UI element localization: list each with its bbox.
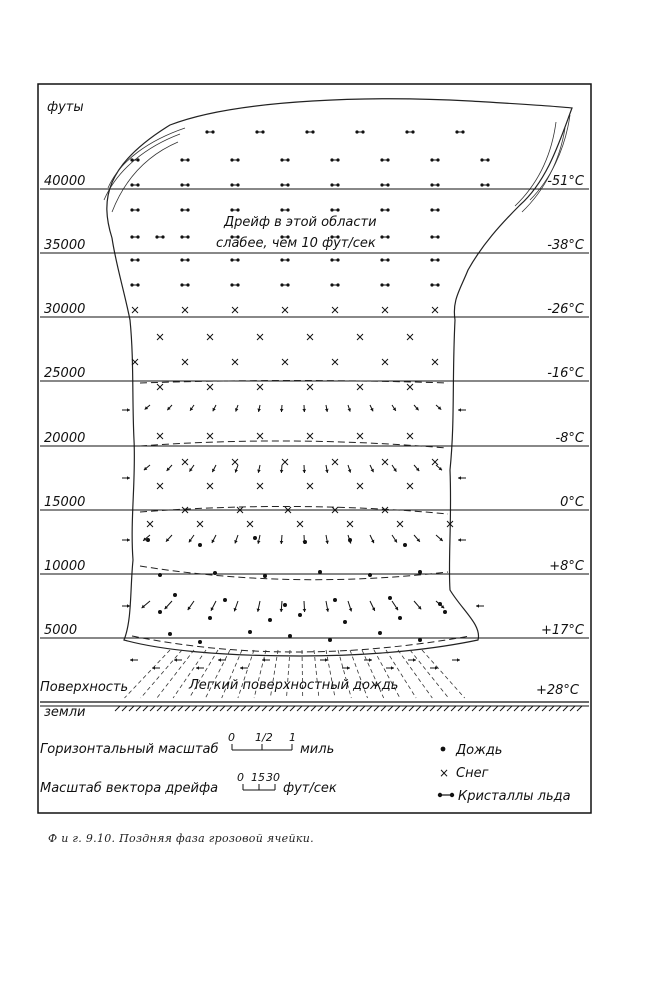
ice-crystal-symbol — [280, 208, 289, 211]
horizontal-tick-1: 1 — [289, 731, 296, 744]
ice-crystal-symbol — [230, 208, 239, 211]
particle-field — [130, 130, 489, 644]
drift-vector — [218, 658, 226, 662]
ice-crystal-symbol — [230, 258, 239, 261]
snow-symbol — [347, 521, 353, 527]
drift-vector — [188, 601, 194, 610]
surface-label-line2: земли — [44, 705, 86, 720]
ice-crystal-symbol — [330, 208, 339, 211]
snow-symbol — [232, 459, 238, 465]
altitude-label: 15000 — [44, 495, 86, 510]
drift-vector — [364, 658, 372, 662]
ice-crystal-symbol — [130, 235, 139, 238]
drift-vector — [326, 601, 330, 612]
ice-crystal-symbol — [330, 258, 339, 261]
altitude-label: 5000 — [44, 623, 78, 638]
snow-symbol — [407, 384, 413, 390]
ice-crystal-symbol — [130, 208, 139, 211]
snow-symbol — [357, 483, 363, 489]
snow-symbol — [282, 307, 288, 313]
ice-crystal-symbol — [430, 208, 439, 211]
altitude-lines — [40, 189, 589, 638]
drift-vector — [458, 408, 466, 412]
surface-label-line1: Поверхность — [40, 680, 129, 695]
drift-vector — [348, 405, 351, 412]
drift-vector — [234, 535, 238, 543]
drift-vector — [122, 476, 130, 480]
snow-symbol — [357, 334, 363, 340]
ice-crystal-symbol — [330, 158, 339, 161]
snow-symbol — [407, 483, 413, 489]
drift-vector — [386, 666, 394, 670]
ice-crystal-symbol — [155, 235, 164, 238]
ice-crystal-symbol — [480, 183, 489, 186]
drift-vector — [257, 465, 261, 473]
altitude-label: 20000 — [44, 431, 86, 446]
rain-symbol — [378, 631, 382, 635]
rain-symbol — [173, 593, 177, 597]
ice-crystal-symbol — [280, 283, 289, 286]
ice-crystal-symbol — [230, 158, 239, 161]
snow-symbol — [307, 334, 313, 340]
figure-caption: Ф и г. 9.10. Поздняя фаза грозовой ячейки. — [48, 832, 314, 845]
ice-crystal-symbol — [380, 235, 389, 238]
ice-crystal-symbol — [130, 158, 139, 161]
drift-note-line1: Дрейф в этой области — [224, 215, 377, 230]
drift-vector — [436, 465, 442, 470]
dashed-boundaries — [132, 381, 470, 653]
rain-dot-icon — [441, 747, 446, 752]
drift-vector — [280, 535, 284, 544]
altitude-label: 35000 — [44, 238, 86, 253]
drift-vector — [257, 405, 261, 412]
ice-crystal-symbol — [380, 208, 389, 211]
snow-symbol — [407, 334, 413, 340]
drift-vector — [280, 405, 284, 412]
snow-symbol — [182, 459, 188, 465]
snow-symbol — [382, 359, 388, 365]
temperature-labels — [541, 174, 585, 638]
drift-vector — [436, 405, 441, 410]
snow-symbol — [257, 483, 263, 489]
drift-vector — [257, 601, 261, 612]
drift-vector — [122, 538, 130, 542]
drift-vector — [408, 658, 416, 662]
altitude-label: 30000 — [44, 302, 86, 317]
rain-symbol — [333, 598, 337, 602]
rain-symbol — [198, 543, 202, 547]
ice-crystal-symbol — [455, 130, 464, 133]
ice-crystal-symbol — [230, 283, 239, 286]
drift-vector — [392, 465, 396, 472]
snow-symbol — [132, 307, 138, 313]
ice-crystal-symbol — [280, 258, 289, 261]
snow-cross-icon: × — [439, 766, 450, 780]
rain-symbol — [283, 603, 287, 607]
drift-vector — [325, 405, 329, 412]
drift-vector — [280, 601, 284, 612]
rain-symbol — [158, 573, 162, 577]
drift-vector — [167, 465, 172, 471]
ice-crystal-symbol — [355, 130, 364, 133]
rain-symbol — [158, 610, 162, 614]
drift-vector — [392, 535, 397, 543]
temperature-label: -38°C — [547, 238, 584, 253]
drift-vector — [348, 465, 351, 473]
horizontal-tick-0: 0 — [228, 731, 235, 744]
drift-vector — [302, 405, 306, 412]
rain-symbol — [368, 573, 372, 577]
ice-crystal-symbol — [480, 158, 489, 161]
legend-ice: Кристаллы льда — [458, 789, 571, 804]
ice-crystal-symbol — [430, 235, 439, 238]
ice-crystal-symbol — [305, 130, 314, 133]
drift-vector — [303, 601, 307, 612]
temperature-label: -51°C — [547, 174, 584, 189]
ice-crystal-symbol — [380, 258, 389, 261]
drift-vector — [370, 405, 373, 411]
rain-symbol — [398, 616, 402, 620]
ice-crystal-symbol — [430, 258, 439, 261]
snow-symbol — [182, 359, 188, 365]
drift-vector — [348, 601, 352, 611]
ice-crystal-symbol — [180, 208, 189, 211]
rain-symbol — [403, 543, 407, 547]
drift-vector — [436, 535, 443, 541]
rain-symbol — [268, 618, 272, 622]
rain-symbol — [318, 570, 322, 574]
snow-symbol — [257, 433, 263, 439]
vector-scale-bar — [243, 784, 275, 790]
drift-vector — [174, 658, 182, 662]
rain-symbol — [146, 538, 150, 542]
drift-vector — [122, 604, 130, 608]
drift-vector — [476, 604, 484, 608]
snow-symbol — [207, 433, 213, 439]
snow-symbol — [297, 521, 303, 527]
rain-symbol — [263, 574, 267, 578]
anvil-hatching — [104, 115, 570, 212]
drift-vector — [144, 465, 150, 470]
ice-crystal-symbol — [130, 258, 139, 261]
snow-symbol — [207, 384, 213, 390]
snow-symbol — [307, 433, 313, 439]
rain-symbol — [223, 598, 227, 602]
drift-vector — [414, 535, 420, 542]
snow-symbol — [157, 334, 163, 340]
drift-vector — [458, 538, 466, 542]
drift-vector — [166, 535, 172, 542]
altitude-label: 10000 — [44, 559, 86, 574]
ice-crystal-symbol — [430, 283, 439, 286]
altitude-labels — [44, 174, 85, 638]
horizontal-tick-half: 1/2 — [255, 731, 273, 744]
drift-vector — [212, 535, 216, 543]
drift-vector — [302, 465, 306, 473]
drift-vector — [130, 658, 138, 662]
temperature-label: -26°C — [547, 302, 584, 317]
ice-crystal-symbol — [430, 183, 439, 186]
drift-vector — [196, 666, 204, 670]
ice-crystal-symbol — [180, 283, 189, 286]
ice-crystal-symbol — [180, 183, 189, 186]
rain-symbol — [253, 536, 257, 540]
drift-vector — [235, 405, 238, 412]
ice-crystal-symbol — [330, 183, 339, 186]
drift-vector — [414, 601, 421, 609]
snow-symbol — [332, 459, 338, 465]
snow-symbol — [157, 384, 163, 390]
ice-crystal-icon — [438, 793, 454, 797]
drift-vector — [234, 601, 238, 611]
drift-vector — [142, 601, 150, 608]
rain-symbol — [328, 638, 332, 642]
ice-crystal-symbol — [430, 158, 439, 161]
ice-crystal-symbol — [330, 283, 339, 286]
drift-vector — [414, 405, 419, 410]
ice-crystal-symbol — [130, 283, 139, 286]
drift-vector — [167, 405, 172, 410]
vector-scale-label: Масштаб вектора дрейфа — [40, 781, 219, 796]
drift-note-line2: слабее, чем 10 фут/сек — [216, 236, 376, 251]
ice-crystal-symbol — [380, 283, 389, 286]
snow-symbol — [432, 359, 438, 365]
drift-vector — [280, 465, 284, 473]
snow-symbol — [257, 334, 263, 340]
rain-symbol — [443, 610, 447, 614]
drift-vector — [257, 535, 261, 544]
snow-symbol — [382, 459, 388, 465]
drift-vector — [190, 405, 194, 411]
snow-symbol — [382, 307, 388, 313]
snow-symbol — [397, 521, 403, 527]
ice-crystal-symbol — [255, 130, 264, 133]
rain-symbol — [208, 616, 212, 620]
drift-vector — [212, 465, 216, 472]
horizontal-scale-bar — [232, 744, 292, 750]
ice-crystal-symbol — [405, 130, 414, 133]
ice-crystal-symbol — [205, 130, 214, 133]
horizontal-scale-unit: миль — [300, 742, 335, 757]
snow-symbol — [307, 483, 313, 489]
snow-symbol — [207, 483, 213, 489]
ice-crystal-symbol — [130, 183, 139, 186]
snow-symbol — [307, 384, 313, 390]
legend-snow: Снег — [456, 766, 489, 781]
ice-crystal-symbol — [380, 158, 389, 161]
altitude-label: 40000 — [44, 174, 86, 189]
ground-surface — [40, 702, 589, 711]
temperature-label: -16°C — [547, 366, 584, 381]
snow-symbol — [157, 433, 163, 439]
rain-note: Легкий поверхностный дождь — [189, 678, 399, 693]
rain-symbol — [248, 630, 252, 634]
rain-symbol — [168, 632, 172, 636]
snow-symbol — [407, 433, 413, 439]
snow-symbol — [147, 521, 153, 527]
drift-vector — [370, 465, 374, 472]
rain-symbol — [213, 571, 217, 575]
temperature-label: -8°C — [555, 431, 584, 446]
ice-crystal-symbol — [180, 158, 189, 161]
snow-symbol — [432, 307, 438, 313]
drift-vector — [320, 658, 328, 662]
snow-symbol — [232, 359, 238, 365]
ice-crystal-symbol — [380, 183, 389, 186]
drift-vector — [235, 465, 238, 473]
drift-vector — [414, 465, 419, 471]
drift-vector — [145, 405, 150, 410]
drift-vector — [370, 601, 375, 611]
drift-vector — [342, 666, 350, 670]
rain-symbol — [418, 570, 422, 574]
snow-symbol — [332, 307, 338, 313]
drift-vector — [452, 658, 460, 662]
drift-vector — [392, 405, 396, 411]
rain-symbol — [388, 596, 392, 600]
rain-symbol — [343, 620, 347, 624]
drift-vector — [458, 476, 466, 480]
rain-symbol — [418, 638, 422, 642]
ice-crystal-symbol — [180, 235, 189, 238]
drift-vector — [213, 405, 216, 411]
legend-rain: Дождь — [456, 743, 503, 758]
snow-symbol — [332, 359, 338, 365]
snow-symbol — [432, 459, 438, 465]
snow-symbol — [207, 334, 213, 340]
vector-scale-unit: фут/сек — [283, 781, 337, 796]
snow-symbol — [357, 433, 363, 439]
rain-symbol — [198, 640, 202, 644]
drift-vector — [165, 601, 172, 609]
ice-crystal-symbol — [180, 258, 189, 261]
drift-vector — [325, 535, 329, 544]
temperature-label: +8°C — [549, 559, 584, 574]
snow-symbol — [197, 521, 203, 527]
snow-symbol — [182, 307, 188, 313]
rain-symbol — [298, 613, 302, 617]
vector-tick-30: 30 — [266, 771, 280, 784]
snow-symbol — [232, 307, 238, 313]
horizontal-scale-label: Горизонтальный масштаб — [40, 742, 219, 757]
surface-temperature: +28°C — [536, 683, 580, 698]
drift-vector — [325, 465, 329, 473]
drift-vector — [122, 408, 130, 412]
temperature-label: +17°C — [540, 623, 584, 638]
rain-symbol — [288, 634, 292, 638]
snow-symbol — [357, 384, 363, 390]
cloud-outline — [107, 99, 572, 656]
temperature-label: 0°C — [560, 495, 584, 510]
vector-tick-0: 0 — [237, 771, 244, 784]
drift-vector — [392, 601, 398, 610]
snow-symbol — [257, 384, 263, 390]
ice-crystal-symbol — [280, 183, 289, 186]
snow-symbol — [282, 459, 288, 465]
altitude-label: 25000 — [44, 366, 86, 381]
drift-vector — [240, 666, 248, 670]
snow-symbol — [157, 483, 163, 489]
ice-crystal-symbol — [280, 158, 289, 161]
drift-vector — [370, 535, 374, 543]
ice-crystal-symbol — [230, 183, 239, 186]
drift-vector — [189, 535, 194, 542]
drift-arrows — [122, 405, 484, 670]
drift-vector — [211, 601, 216, 611]
vector-tick-15: 15 — [251, 771, 265, 784]
drift-vector — [189, 465, 194, 472]
snow-symbol — [282, 359, 288, 365]
unit-label: футы — [47, 100, 84, 115]
snow-symbol — [247, 521, 253, 527]
